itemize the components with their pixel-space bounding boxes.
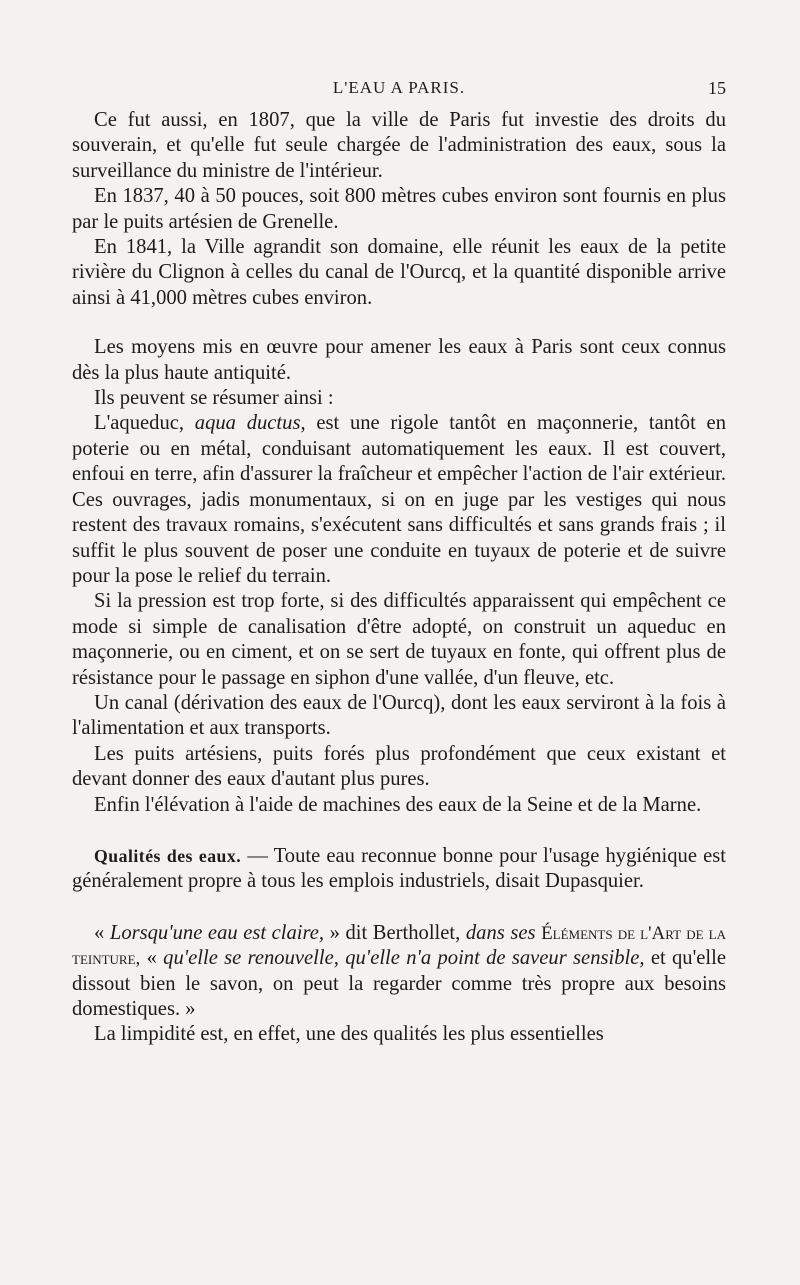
- paragraph: Un canal (dérivation des eaux de l'Ourcq), dont les eaux serviront à la fois à l'alimentation et aux transports.: [72, 691, 726, 740]
- paragraph: Si la pression est trop forte, si des difficultés apparaissent qui empêchent ce mode si simple de canalisation d'être adopté, on construit un aqueduc en maçonnerie, ou en ciment, et on se sert de tuyaux en fonte, qui offrent plus de résistance pour le passage en siphon d'une vallée, d'un fleuve, etc.: [72, 590, 726, 689]
- paragraph: En 1837, 40 à 50 pouces, soit 800 mètres cubes environ sont fournis en plus par le puits artésien de Grenelle.: [72, 185, 726, 233]
- section-heading: Qualités des eaux.: [94, 845, 242, 866]
- quote-italic: qu'elle se renouvelle, qu'elle n'a point de saveur sensible,: [163, 947, 645, 970]
- text-run: » dit Berthollet,: [324, 921, 466, 944]
- italic-run: dans ses: [465, 921, 536, 944]
- paragraph: Enfin l'élévation à l'aide de machines des eaux de la Seine et de la Marne.: [94, 793, 702, 816]
- paragraph: Les puits artésiens, puits forés plus profondément que ceux existant et devant donner des eaux d'autant plus pures.: [72, 742, 726, 791]
- paragraph: [72, 921, 726, 1023]
- body-text: [72, 108, 726, 1048]
- text-run: «: [94, 921, 110, 944]
- text-run: L'aqueduc,: [94, 412, 195, 435]
- text-run: et qu'elle dissout bien le savon, on peut la regarder comme très propre aux besoins domestiques. »: [72, 947, 726, 1020]
- page-number: 15: [708, 78, 726, 98]
- text-run: , est une rigole tantôt en maçonnerie, tantôt en poterie ou en métal, conduisant automatiquement les eaux. Il est couvert, enfoui en terre, afin d'assurer la fraîcheur et empêcher l'action de l'air extérieur. Ces ouvrages, jadis monumentaux, si on en juge par les vestiges qui nous restent des travaux romains, s'exécutent sans difficultés et sans grands frais ; il suffit le plus souvent de poser une conduite en tuyaux de poterie et de suivre pour la pose le relief du terrain.: [72, 412, 726, 587]
- paragraph: Ce fut aussi, en 1807, que la ville de Paris fut investie des droits du souverain, et qu'elle fut seule chargée de l'administration des eaux, sous la surveillance du ministre de l'intérieur.: [72, 109, 726, 182]
- paragraph: Ils peuvent se résumer ainsi :: [94, 387, 334, 410]
- paragraph: Les moyens mis en œuvre pour amener les eaux à Paris sont ceux connus dès la plus haute antiquité.: [72, 336, 726, 384]
- book-title: Éléments de l'Art de la teinture,: [72, 922, 726, 970]
- quote-italic: Lorsqu'une eau est claire,: [109, 921, 325, 944]
- page-header: [72, 78, 726, 106]
- running-title: L'EAU A PARIS.: [332, 78, 466, 97]
- paragraph: La limpidité est, en effet, une des qualités les plus essentielles: [94, 1023, 604, 1046]
- latin-term: aqua ductus: [194, 412, 301, 435]
- paragraph: [72, 411, 726, 589]
- paragraph: En 1841, la Ville agrandit son domaine, elle réunit les eaux de la petite rivière du Clignon à celles du canal de l'Ourcq, et la quantité disponible arrive ainsi à 41,000 mètres cubes environ.: [72, 236, 726, 309]
- paragraph: [72, 844, 726, 895]
- text-run: — Toute eau reconnue bonne pour l'usage hygiénique est généralement propre à tous les emplois industriels, disait Dupasquier.: [72, 844, 726, 893]
- text-run: «: [140, 947, 164, 970]
